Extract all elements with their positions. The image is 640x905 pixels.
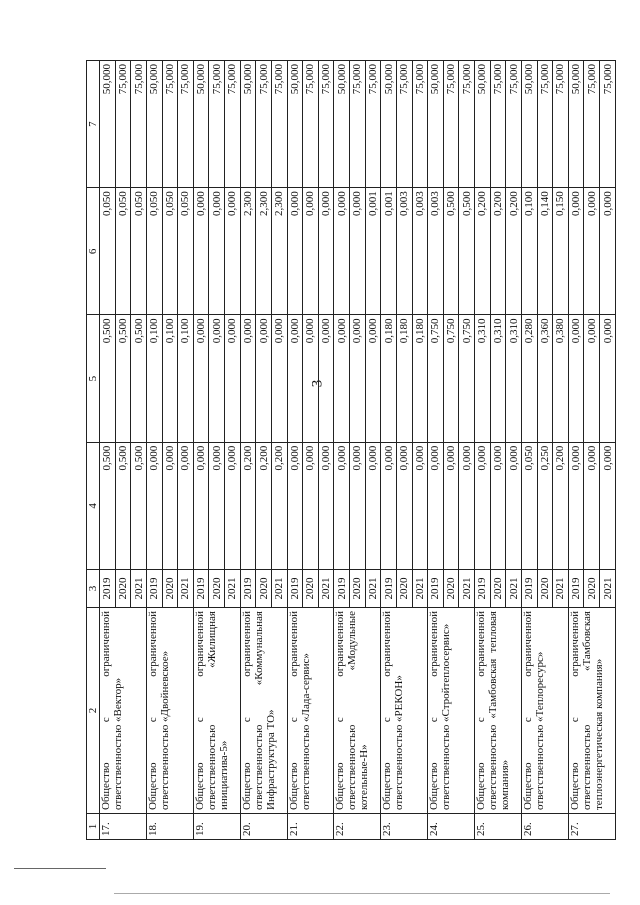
value-cell-6: 0,000 [303, 188, 319, 315]
value-cell-4: 0,200 [271, 442, 287, 569]
value-cell-5: 0,180 [412, 315, 428, 442]
value-cell-7: 75,000 [115, 61, 131, 188]
row-number: 21. [287, 814, 334, 840]
organization-name: Общество с ограниченной ответственностью «Жилищная инициатива-5» [193, 608, 240, 814]
value-cell-5: 0,500 [115, 315, 131, 442]
value-cell-6: 0,000 [193, 188, 209, 315]
header-cell-6: 6 [87, 188, 100, 315]
value-cell-4: 0,500 [131, 442, 147, 569]
table-row [240, 61, 256, 840]
value-cell-4: 0,200 [553, 442, 569, 569]
value-cell-4: 0,000 [209, 442, 225, 569]
value-cell-7: 75,000 [350, 61, 366, 188]
value-cell-4: 0,000 [584, 442, 600, 569]
value-cell-6: 0,000 [584, 188, 600, 315]
year-cell: 2020 [303, 570, 319, 608]
table-row [146, 61, 162, 840]
organization-name: Общество с ограниченной ответственностью «РЕКОН» [381, 608, 428, 814]
value-cell-5: 0,000 [303, 315, 319, 442]
row-number: 17. [100, 814, 147, 840]
value-cell-7: 50,000 [381, 61, 397, 188]
organization-name: Общество с ограниченной ответственностью «Теплоресурс» [521, 608, 568, 814]
value-cell-5: 0,000 [568, 315, 584, 442]
value-cell-5: 0,500 [100, 315, 116, 442]
row-number: 20. [240, 814, 287, 840]
value-cell-4: 0,000 [162, 442, 178, 569]
value-cell-6: 0,003 [428, 188, 444, 315]
value-cell-4: 0,000 [568, 442, 584, 569]
footer-rule-right [114, 893, 610, 894]
page-number: 3 [309, 379, 326, 388]
row-number: 24. [428, 814, 475, 840]
value-cell-5: 0,500 [131, 315, 147, 442]
value-cell-7: 50,000 [568, 61, 584, 188]
year-cell: 2021 [225, 570, 241, 608]
value-cell-7: 50,000 [240, 61, 256, 188]
value-cell-6: 0,200 [490, 188, 506, 315]
value-cell-7: 75,000 [178, 61, 194, 188]
value-cell-5: 0,310 [490, 315, 506, 442]
value-cell-7: 50,000 [193, 61, 209, 188]
value-cell-5: 0,000 [225, 315, 241, 442]
value-cell-5: 0,000 [193, 315, 209, 442]
value-cell-7: 75,000 [490, 61, 506, 188]
row-number: 22. [334, 814, 381, 840]
year-cell: 2019 [193, 570, 209, 608]
year-cell: 2021 [412, 570, 428, 608]
value-cell-6: 0,000 [568, 188, 584, 315]
value-cell-5: 0,100 [146, 315, 162, 442]
value-cell-6: 2,300 [240, 188, 256, 315]
header-cell-3: 3 [87, 570, 100, 608]
value-cell-5: 0,310 [506, 315, 522, 442]
value-cell-5: 0,000 [240, 315, 256, 442]
value-cell-7: 75,000 [506, 61, 522, 188]
year-cell: 2021 [600, 570, 616, 608]
value-cell-7: 75,000 [553, 61, 569, 188]
year-cell: 2019 [381, 570, 397, 608]
value-cell-7: 50,000 [287, 61, 303, 188]
year-cell: 2020 [209, 570, 225, 608]
year-cell: 2020 [490, 570, 506, 608]
footer-rule-left [14, 868, 106, 869]
value-cell-6: 0,050 [146, 188, 162, 315]
header-cell-5: 5 [87, 315, 100, 442]
value-cell-6: 0,001 [365, 188, 381, 315]
table-container [86, 60, 616, 840]
value-cell-5: 0,100 [178, 315, 194, 442]
value-cell-5: 0,000 [584, 315, 600, 442]
value-cell-6: 0,200 [475, 188, 491, 315]
value-cell-4: 0,000 [334, 442, 350, 569]
value-cell-7: 75,000 [303, 61, 319, 188]
header-cell-2: 2 [87, 608, 100, 814]
year-cell: 2019 [334, 570, 350, 608]
year-cell: 2021 [459, 570, 475, 608]
value-cell-5: 0,100 [162, 315, 178, 442]
value-cell-7: 50,000 [475, 61, 491, 188]
value-cell-5: 0,000 [256, 315, 272, 442]
organization-name: Общество с ограниченной ответственностью «Стройтеплосервис» [428, 608, 475, 814]
value-cell-4: 0,000 [287, 442, 303, 569]
value-cell-5: 0,180 [396, 315, 412, 442]
organization-name: Общество с ограниченной ответственностью «Лада-сервис» [287, 608, 334, 814]
value-cell-5: 0,000 [287, 315, 303, 442]
value-cell-6: 0,000 [350, 188, 366, 315]
value-cell-4: 0,000 [350, 442, 366, 569]
value-cell-4: 0,250 [537, 442, 553, 569]
value-cell-6: 0,500 [459, 188, 475, 315]
value-cell-4: 0,000 [443, 442, 459, 569]
organization-name: Общество с ограниченной ответственностью «Модульные котельные-Н» [334, 608, 381, 814]
value-cell-7: 50,000 [334, 61, 350, 188]
value-cell-7: 75,000 [131, 61, 147, 188]
value-cell-7: 75,000 [412, 61, 428, 188]
row-number: 27. [568, 814, 615, 840]
value-cell-6: 0,150 [553, 188, 569, 315]
value-cell-5: 0,000 [350, 315, 366, 442]
year-cell: 2021 [318, 570, 334, 608]
year-cell: 2020 [396, 570, 412, 608]
value-cell-7: 75,000 [225, 61, 241, 188]
year-cell: 2020 [443, 570, 459, 608]
organization-name: Общество с ограниченной ответственностью «Коммунальная Инфраструктура ТО» [240, 608, 287, 814]
value-cell-7: 75,000 [537, 61, 553, 188]
table-row [381, 61, 397, 840]
value-cell-7: 75,000 [443, 61, 459, 188]
value-cell-4: 0,000 [506, 442, 522, 569]
value-cell-7: 75,000 [365, 61, 381, 188]
year-cell: 2020 [350, 570, 366, 608]
value-cell-6: 0,000 [225, 188, 241, 315]
table-row [100, 61, 116, 840]
value-cell-5: 0,280 [521, 315, 537, 442]
year-cell: 2019 [287, 570, 303, 608]
value-cell-4: 0,000 [412, 442, 428, 569]
value-cell-7: 75,000 [459, 61, 475, 188]
year-cell: 2020 [256, 570, 272, 608]
value-cell-7: 75,000 [318, 61, 334, 188]
value-cell-6: 2,300 [256, 188, 272, 315]
value-cell-4: 0,500 [100, 442, 116, 569]
value-cell-7: 50,000 [100, 61, 116, 188]
value-cell-4: 0,500 [115, 442, 131, 569]
year-cell: 2020 [584, 570, 600, 608]
year-cell: 2019 [100, 570, 116, 608]
year-cell: 2021 [271, 570, 287, 608]
value-cell-4: 0,000 [459, 442, 475, 569]
table-body [100, 61, 616, 840]
value-cell-6: 0,100 [521, 188, 537, 315]
year-cell: 2021 [506, 570, 522, 608]
value-cell-7: 75,000 [600, 61, 616, 188]
year-cell: 2019 [146, 570, 162, 608]
value-cell-6: 0,050 [162, 188, 178, 315]
table-row [568, 61, 584, 840]
table-row [334, 61, 350, 840]
row-number: 18. [146, 814, 193, 840]
organization-name: Общество с ограниченной ответственностью «Двойневское» [146, 608, 193, 814]
table-row [193, 61, 209, 840]
value-cell-5: 0,000 [365, 315, 381, 442]
value-cell-6: 0,050 [115, 188, 131, 315]
value-cell-7: 75,000 [256, 61, 272, 188]
value-cell-7: 50,000 [521, 61, 537, 188]
value-cell-6: 0,050 [178, 188, 194, 315]
value-cell-7: 50,000 [146, 61, 162, 188]
year-cell: 2019 [428, 570, 444, 608]
value-cell-4: 0,000 [396, 442, 412, 569]
row-number: 25. [475, 814, 522, 840]
row-number: 23. [381, 814, 428, 840]
value-cell-6: 0,200 [506, 188, 522, 315]
value-cell-6: 0,001 [381, 188, 397, 315]
value-cell-6: 0,003 [396, 188, 412, 315]
value-cell-5: 0,750 [459, 315, 475, 442]
year-cell: 2019 [240, 570, 256, 608]
table-row [475, 61, 491, 840]
table-row [287, 61, 303, 840]
year-cell: 2021 [553, 570, 569, 608]
organization-name: Общество с ограниченной ответственностью «Тамбовская тепловая компания» [475, 608, 522, 814]
value-cell-4: 0,000 [365, 442, 381, 569]
value-cell-7: 75,000 [584, 61, 600, 188]
year-cell: 2019 [521, 570, 537, 608]
value-cell-5: 0,380 [553, 315, 569, 442]
value-cell-5: 0,750 [443, 315, 459, 442]
value-cell-4: 0,200 [256, 442, 272, 569]
year-cell: 2019 [475, 570, 491, 608]
value-cell-5: 0,360 [537, 315, 553, 442]
organization-name: Общество с ограниченной ответственностью «Вектор» [100, 608, 147, 814]
value-cell-5: 0,000 [318, 315, 334, 442]
value-cell-4: 0,000 [381, 442, 397, 569]
year-cell: 2021 [131, 570, 147, 608]
value-cell-6: 0,140 [537, 188, 553, 315]
header-cell-7: 7 [87, 61, 100, 188]
header-row [87, 61, 100, 840]
value-cell-4: 0,000 [193, 442, 209, 569]
value-cell-6: 0,050 [100, 188, 116, 315]
value-cell-4: 0,000 [225, 442, 241, 569]
value-cell-6: 0,000 [318, 188, 334, 315]
year-cell: 2020 [537, 570, 553, 608]
year-cell: 2021 [365, 570, 381, 608]
table-row [428, 61, 444, 840]
value-cell-4: 0,200 [240, 442, 256, 569]
value-cell-6: 0,000 [209, 188, 225, 315]
header-cell-4: 4 [87, 442, 100, 569]
year-cell: 2020 [115, 570, 131, 608]
data-table [86, 60, 616, 840]
value-cell-5: 0,000 [271, 315, 287, 442]
year-cell: 2019 [568, 570, 584, 608]
value-cell-6: 0,500 [443, 188, 459, 315]
organization-name: Общество с ограниченной ответственностью «Тамбовская теплоэнергетическая компания» [568, 608, 615, 814]
value-cell-4: 0,000 [318, 442, 334, 569]
header-cell-1: 1 [87, 814, 100, 840]
value-cell-7: 75,000 [162, 61, 178, 188]
table-row [521, 61, 537, 840]
value-cell-6: 0,000 [287, 188, 303, 315]
value-cell-4: 0,000 [600, 442, 616, 569]
value-cell-6: 0,000 [600, 188, 616, 315]
value-cell-4: 0,000 [146, 442, 162, 569]
value-cell-4: 0,000 [178, 442, 194, 569]
value-cell-5: 0,310 [475, 315, 491, 442]
value-cell-4: 0,050 [521, 442, 537, 569]
year-cell: 2020 [162, 570, 178, 608]
value-cell-5: 0,000 [600, 315, 616, 442]
value-cell-6: 0,000 [334, 188, 350, 315]
value-cell-4: 0,000 [490, 442, 506, 569]
year-cell: 2021 [178, 570, 194, 608]
value-cell-7: 75,000 [209, 61, 225, 188]
value-cell-5: 0,180 [381, 315, 397, 442]
value-cell-6: 0,050 [131, 188, 147, 315]
value-cell-4: 0,000 [303, 442, 319, 569]
value-cell-5: 0,000 [334, 315, 350, 442]
value-cell-5: 0,750 [428, 315, 444, 442]
value-cell-7: 75,000 [271, 61, 287, 188]
value-cell-6: 0,003 [412, 188, 428, 315]
value-cell-4: 0,000 [428, 442, 444, 569]
value-cell-7: 50,000 [428, 61, 444, 188]
row-number: 26. [521, 814, 568, 840]
value-cell-7: 75,000 [396, 61, 412, 188]
value-cell-4: 0,000 [475, 442, 491, 569]
value-cell-6: 2,300 [271, 188, 287, 315]
row-number: 19. [193, 814, 240, 840]
value-cell-5: 0,000 [209, 315, 225, 442]
